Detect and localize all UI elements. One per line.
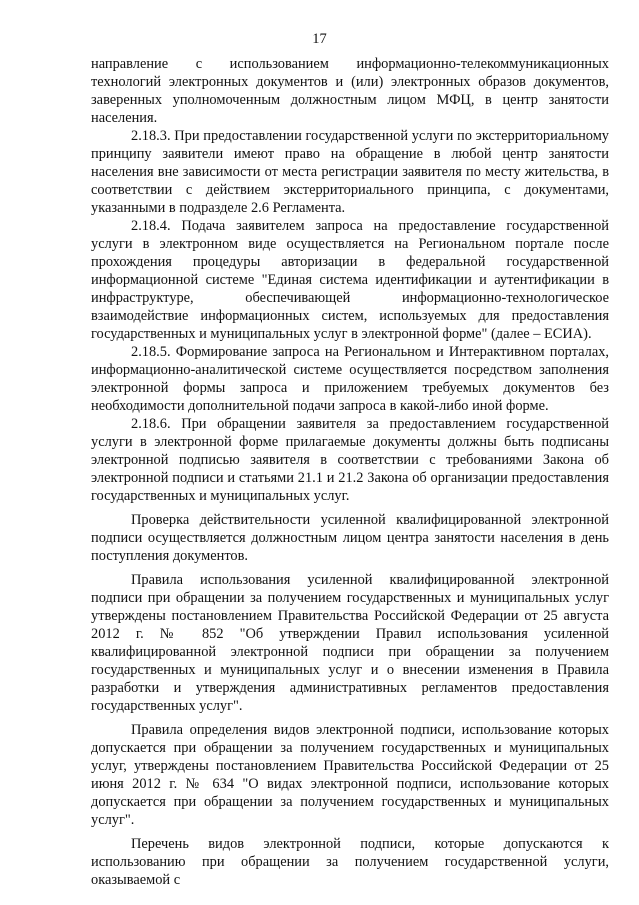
paragraph-continuation: направление с использованием информационно-телекоммуникационных технологий электронных документов и (или) электронных образов документов, заверенных уполномоченным должностным лицом МФЦ, в центр занятости населения. (91, 56, 609, 126)
paragraph-2-18-4: 2.18.4. Подача заявителем запроса на предоставление государственной услуги в электронном виде осуществляется на Региональном портале после прохождения процедуры авторизации в федеральной государственной информационной системе "Единая система идентификации и аутентификации в инфраструктуре, обеспечивающей информационно-технологическое взаимодействие информационных систем, используемых для предоставления государственных и муниципальных услуг в электронной форме" (далее – ЕСИА). (91, 218, 609, 342)
document-body (91, 55, 609, 889)
paragraph-2-18-6: 2.18.6. При обращении заявителя за предоставлением государственной услуги в электронной форме прилагаемые документы должны быть подписаны электронной подписью заявителя в соответствии с требованиями Закона об электронной подписи и статьями 21.1 и 21.2 Закона об организации предоставления государственных и муниципальных услуг. (91, 416, 609, 504)
paragraph-2-18-3: 2.18.3. При предоставлении государственной услуги по экстерриториальному принципу заявители имеют право на обращение в любой центр занятости населения вне зависимости от места регистрации заявителя по месту жительства, в соответствии с действием экстерриториального принципа, с документами, указанными в подразделе 2.6 Регламента. (91, 128, 609, 216)
paragraph-signature-list: Перечень видов электронной подписи, которые допускаются к использованию при обращении за получением государственной услуги, оказываемой с (91, 836, 609, 888)
paragraph-signature-types-rules: Правила определения видов электронной подписи, использование которых допускается при обращении за получением государственных и муниципальных услуг, утверждены постановлением Правительства Российской Федерации от 25 июня 2012 г. № 634 "О видах электронной подписи, использование которых допускается при обращении за получением государственных и муниципальных услуг". (91, 722, 609, 828)
paragraph-signature-rules: Правила использования усиленной квалифицированной электронной подписи при обращении за получением государственных и муниципальных услуг утверждены постановлением Правительства Российской Федерации от 25 августа 2012 г. № 852 "Об утверждении Правил использования усиленной квалифицированной электронной подписи при обращении за получением государственных и муниципальных услуг и о внесении изменения в Правила разработки и утверждения административных регламентов предоставления государственных услуг". (91, 572, 609, 714)
paragraph-2-18-5: 2.18.5. Формирование запроса на Региональном и Интерактивном порталах, информационно-аналитической системе осуществляется посредством заполнения электронной формы запроса и приложением требуемых документов без необходимости дополнительной подачи запроса в какой-либо иной форме. (91, 344, 609, 414)
page-number: 17 (312, 31, 327, 47)
paragraph-signature-check: Проверка действительности усиленной квалифицированной электронной подписи осуществляется должностным лицом центра занятости населения в день поступления документов. (91, 512, 609, 564)
